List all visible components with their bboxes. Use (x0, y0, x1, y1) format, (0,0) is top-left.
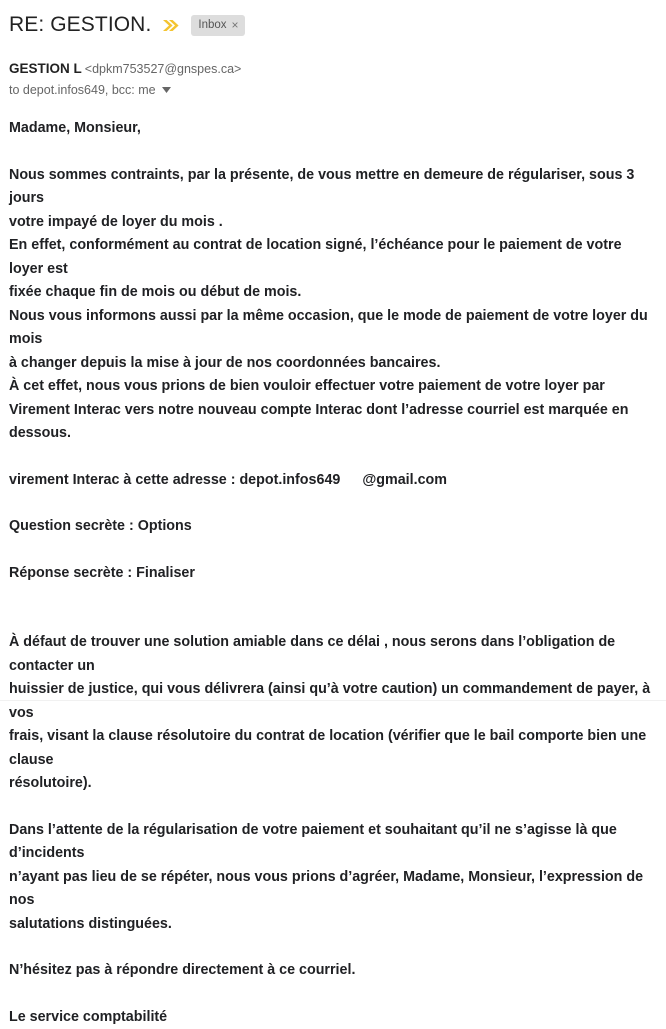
bottom-divider (0, 700, 666, 701)
secret-question-line: Question secrète : Options (9, 515, 657, 539)
body-paragraph-4: N’hésitez pas à répondre directement à ce courriel. (9, 959, 657, 983)
body-paragraph-2-line-4: résolutoire). (9, 772, 657, 796)
body-paragraph-1-line-2: votre impayé de loyer du mois . (9, 211, 657, 235)
body-paragraph-3-line-2: n’ayant pas lieu de se répéter, nous vous prions d’agréer, Madame, Monsieur, l’expression de nos (9, 866, 657, 913)
body-paragraph-2-line-1: À défaut de trouver une solution amiable dans ce délai , nous serons dans l’obligation de contacter un (9, 631, 657, 678)
body-paragraph-2-line-3: frais, visant la clause résolutoire du contrat de location (vérifier que le bail comporte bien une clause (9, 725, 657, 772)
page-title: RE: GESTION. (9, 12, 151, 38)
interac-address-suffix: @gmail.com (362, 472, 447, 488)
body-paragraph-3-line-3: salutations distinguées. (9, 913, 657, 937)
spacer (9, 983, 657, 1006)
subject-row (0, 0, 666, 39)
secret-answer-line: Réponse secrète : Finaliser (9, 562, 657, 586)
spacer (9, 492, 657, 515)
body-paragraph-1-line-4: fixée chaque fin de mois ou début de mois. (9, 281, 657, 305)
recipient-row[interactable] (0, 78, 666, 98)
label-chip-inbox[interactable] (191, 15, 244, 36)
spacer (9, 936, 657, 959)
body-paragraph-3-line-1: Dans l’attente de la régularisation de votre paiement et souhaitant qu’il ne s’agisse là que d’incidents (9, 819, 657, 866)
sender-row (0, 39, 666, 78)
body-paragraph-1-line-5: Nous vous informons aussi par la même occasion, que le mode de paiement de votre loyer du mois (9, 305, 657, 352)
interac-address-prefix: virement Interac à cette adresse : depot.infos649 (9, 472, 340, 488)
spacer (9, 608, 657, 631)
spacer (9, 585, 657, 608)
spacer (9, 141, 657, 164)
sender-name[interactable]: GESTION L (9, 61, 82, 76)
body-paragraph-1-line-1: Nous sommes contraints, par la présente, de vous mettre en demeure de régulariser, sous 3 jours (9, 164, 657, 211)
close-icon[interactable]: × (232, 19, 239, 31)
body-paragraph-1-line-9: dessous. (9, 422, 657, 446)
sender-email[interactable]: <dpkm753527@gnspes.ca> (85, 62, 242, 76)
body-paragraph-1-line-3: En effet, conformément au contrat de location signé, l’échéance pour le paiement de votre loyer est (9, 234, 657, 281)
double-chevron-important-icon[interactable] (162, 19, 179, 32)
body-paragraph-1-line-8: Virement Interac vers notre nouveau compte Interac dont l’adresse courriel est marquée en (9, 399, 657, 423)
spacer (9, 796, 657, 819)
body-paragraph-1-line-6: à changer depuis la mise à jour de nos coordonnées bancaires. (9, 352, 657, 376)
chevron-down-icon[interactable] (162, 87, 171, 93)
recipient-list: to depot.infos649, bcc: me (9, 82, 156, 98)
email-body (0, 98, 666, 1029)
body-signature: Le service comptabilité (9, 1006, 657, 1029)
spacer (9, 539, 657, 562)
spacer (9, 446, 657, 469)
label-chip-name: Inbox (198, 18, 226, 32)
interac-address-line (9, 469, 657, 493)
body-paragraph-1-line-7: À cet effet, nous vous prions de bien vouloir effectuer votre paiement de votre loyer par (9, 375, 657, 399)
body-salutation: Madame, Monsieur, (9, 117, 657, 141)
body-paragraph-2-line-2: huissier de justice, qui vous délivrera (ainsi qu’à votre caution) un commandement de payer, à vos (9, 678, 657, 725)
